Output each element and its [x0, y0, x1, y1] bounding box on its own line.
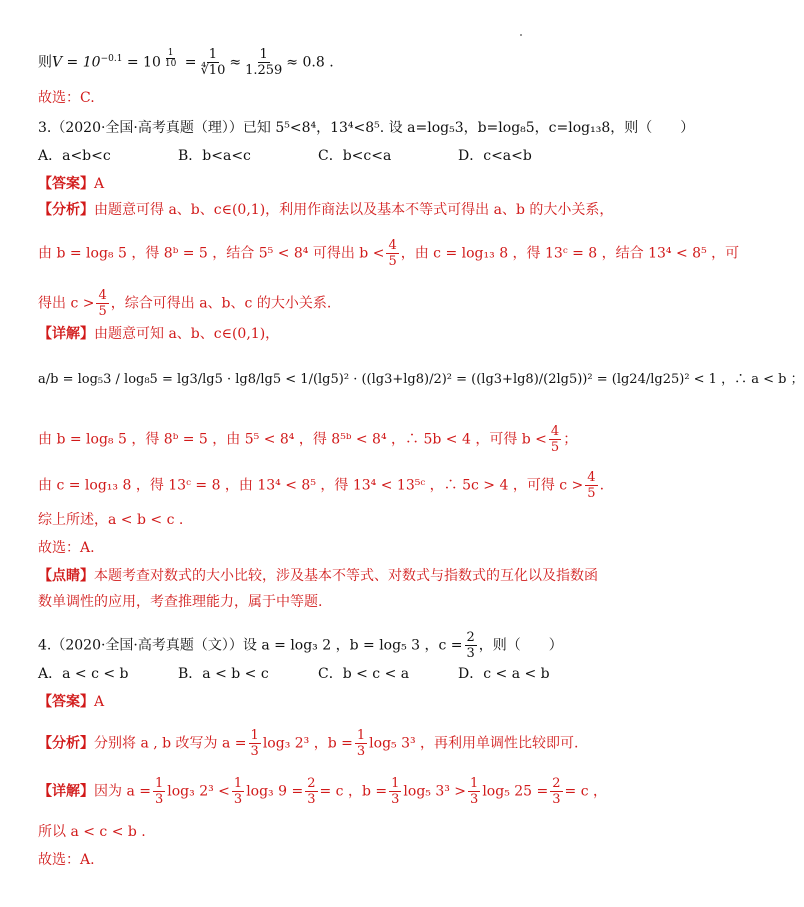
answer-tag: 【答案】 — [38, 176, 94, 192]
q3-analysis-line2 — [38, 238, 739, 269]
frac-num: 1 — [391, 776, 400, 791]
frac1-den: ∜10 — [200, 63, 226, 78]
q3-stem: 3.（2020·全国·高考真题（理））已知 5⁵<8⁴，13⁴<8⁵. 设 a=log₅3，b=log₈5，c=log₁₃8，则（ ） — [38, 120, 695, 136]
q4-analysis-c: log₅ 3³ ，再利用单调性比较即可. — [369, 735, 579, 752]
q3-option-c: C．b<c<a — [318, 148, 392, 164]
frac-num: 4 — [550, 424, 560, 439]
formula-lhs: V = 10 — [52, 54, 101, 71]
frac2-num: 1 — [259, 47, 268, 62]
q3-detail-line1 — [38, 324, 279, 344]
analysis-text-2a: 由 b = log₈ 5 ，得 8ᵇ = 5 ，结合 5⁵ < 8⁴ 可得出 b < — [38, 245, 385, 262]
q3-summary: 综上所述，a < b < c . — [38, 512, 184, 528]
q3-comment-line1 — [38, 566, 598, 586]
detail-text-4b: . — [599, 477, 605, 494]
exp2-den: 10 — [164, 58, 177, 69]
detail-text-4a: 由 c = log₁₃ 8 ，得 13ᶜ = 8 ，由 13⁴ < 8⁵ ，得 13⁴ < 13⁵ᶜ ，∴ 5c > 4 ，可得 c > — [38, 477, 584, 494]
q4-option-b: B．a < b < c — [178, 666, 269, 682]
comment-tag: 【点睛】 — [38, 568, 94, 584]
frac-den: 5 — [388, 254, 397, 269]
analysis-tag: 【分析】 — [38, 202, 94, 218]
q4-stem — [38, 630, 563, 661]
top-formula: 则$V = 10^{-0.1} = 10$ $^{\frac{1}{10}}$ = $\frac{1}{∜10}$ ≈ $\frac{1}{1.259}$ ≈ 0.8 . — [38, 47, 334, 78]
analysis-tag: 【分析】 — [38, 735, 94, 752]
q3-detail-line4 — [38, 470, 604, 501]
q4-answer — [38, 692, 104, 712]
q4-analysis — [38, 728, 579, 759]
frac-num: 1 — [233, 776, 243, 791]
formula-tail: ≈ 0.8 . — [286, 54, 334, 71]
frac-num: 1 — [154, 776, 164, 791]
q4-detail-f: log₅ 25 = — [482, 783, 549, 800]
frac-den: 3 — [391, 792, 400, 807]
q4-analysis-a: 分别将 a , b 改写为 a = — [94, 735, 247, 752]
q4-detail-g: = c ， — [564, 783, 608, 800]
q3-analysis-line1 — [38, 200, 613, 220]
frac-num: 2 — [552, 776, 561, 791]
detail-tag: 【详解】 — [38, 783, 94, 800]
frac-num: 4 — [587, 470, 596, 485]
q4-detail-a: 因为 a = — [94, 783, 151, 800]
detail-text-1: 由题意可知 a、b、c∈(0,1)， — [94, 326, 280, 342]
frac-den: 5 — [550, 440, 560, 455]
frac-den: 5 — [98, 304, 107, 319]
answer-value: A — [94, 694, 105, 710]
q4-detail-c: log₃ 9 = — [246, 783, 304, 800]
frac-den: 3 — [307, 792, 316, 807]
q3-analysis-line3 — [38, 288, 331, 319]
q3-detail-equation: a/b = log₅3 / log₈5 = lg3/lg5 · lg8/lg5 < 1/(lg5)² · ((lg3+lg8)/2)² = ((lg3+lg8)/(2lg5))² = (lg24/lg25)² < 1 ，∴ a < b ； — [38, 372, 804, 387]
answer-value: A — [94, 176, 105, 192]
frac-den: 3 — [154, 792, 164, 807]
q4-option-a: A．a < c < b — [38, 666, 129, 682]
q4-stem-a: 4.（2020·全国·高考真题（文））设 a = log₃ 2 ，b = log₅ 3 ，c = — [38, 637, 463, 654]
frac-num: 2 — [466, 630, 475, 645]
exp1: −0.1 — [100, 53, 123, 64]
q3-option-b: B．b<a<c — [178, 148, 251, 164]
q3-comment-line2: 数单调性的应用，考查推理能力，属于中等题. — [38, 594, 323, 610]
frac-num: 1 — [250, 728, 259, 743]
q4-option-d: D．c < a < b — [458, 666, 550, 682]
frac-den: 5 — [587, 486, 596, 501]
q4-stem-b: ，则（ ） — [478, 637, 563, 654]
frac-num: 1 — [470, 776, 479, 791]
analysis-text-1: 由题意可得 a、b、c∈(0,1)，利用作商法以及基本不等式可得出 a、b 的大小关系， — [94, 202, 614, 218]
top-answer: 故选：C. — [38, 90, 95, 106]
q4-detail-d: = c ，b = — [319, 783, 388, 800]
frac-den: 3 — [356, 744, 366, 759]
frac-den: 3 — [233, 792, 243, 807]
frac-num: 1 — [356, 728, 366, 743]
q3-option-d: D．c<a<b — [458, 148, 532, 164]
page-dot — [520, 34, 522, 36]
exp2-num: 1 — [167, 47, 174, 58]
detail-tag: 【详解】 — [38, 326, 94, 342]
frac-den: 3 — [250, 744, 259, 759]
top-prefix: 则 — [38, 54, 52, 71]
frac-num: 2 — [307, 776, 316, 791]
q3-answer — [38, 174, 104, 194]
frac-num: 4 — [388, 238, 397, 253]
frac2-den: 1.259 — [245, 63, 283, 78]
frac-den: 3 — [466, 646, 475, 661]
analysis-text-2b: ，由 c = log₁₃ 8 ，得 13ᶜ = 8 ，结合 13⁴ < 8⁵ ，可 — [400, 245, 740, 262]
q4-detail — [38, 776, 607, 807]
q3-option-a: A．a<b<c — [38, 148, 111, 164]
frac1-num: 1 — [208, 47, 218, 62]
q3-choose: 故选：A. — [38, 540, 95, 556]
detail-text-3a: 由 b = log₈ 5 ，得 8ᵇ = 5 ，由 5⁵ < 8⁴ ，得 8⁵ᵇ < 8⁴ ，∴ 5b < 4 ，可得 b < — [38, 431, 547, 448]
frac-den: 3 — [552, 792, 561, 807]
q3-detail-line3 — [38, 424, 577, 455]
answer-tag: 【答案】 — [38, 694, 94, 710]
q4-option-c: C．b < c < a — [318, 666, 410, 682]
formula-eq: = 10 — [122, 54, 161, 71]
analysis-text-3b: ，综合可得出 a、b、c 的大小关系. — [110, 295, 332, 312]
analysis-text-3a: 得出 c > — [38, 295, 95, 312]
comment-text-1: 本题考查对数式的大小比较，涉及基本不等式、对数式与指数式的互化以及指数函 — [94, 568, 598, 584]
q4-summary: 所以 a < c < b . — [38, 824, 146, 840]
frac-den: 3 — [470, 792, 479, 807]
q4-choose: 故选：A. — [38, 852, 95, 868]
q4-detail-e: log₅ 3³ > — [403, 783, 467, 800]
q4-analysis-b: log₃ 2³ ，b = — [262, 735, 353, 752]
frac-num: 4 — [98, 288, 107, 303]
q4-detail-b: log₃ 2³ < — [167, 783, 230, 800]
detail-text-3b: ； — [563, 431, 578, 448]
